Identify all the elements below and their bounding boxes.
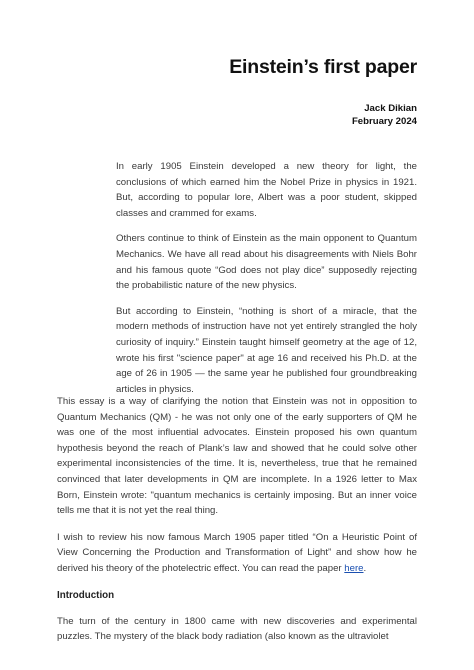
publish-date: February 2024 (351, 116, 417, 127)
review-paragraph-text: I wish to review his now famous March 1905 paper titled “On a Heuristic Point of View Concerning the Production and Transformation of Light” and show how he derived his theory of the photelectric effect. You can read the paper (57, 531, 417, 574)
intro-paragraph: But according to Einstein, “nothing is short of a miracle, that the modern methods of instruction have not yet entirely strangled the holy curiosity of inquiry.” Einstein taught himself geometry at the age of 12, wrote his first "science paper" at age 16 and received his Ph.D. at the age of 26 in 1905 — the same year he published four groundbreaking articles in physics. (116, 305, 417, 395)
intro-block (116, 159, 417, 407)
essay-paragraph: This essay is a way of clarifying the notion that Einstein was not in opposition to Quantum Mechanics (QM) - he was not only one of the early supporters of QM he was one of the most influential advocates. Einstein proposed his own quantum hypothesis beyond the reach of Plank’s law and showed that he could solve other experimental inconsistencies of the time. It is, nevertheless, true that he remained convinced that later developments in QM are incomplete. In a 1926 letter to Max Born, Einstein wrote: "quantum mechanics is certainly imposing. But an inner voice tells me that it is not yet the real thing. (57, 396, 417, 517)
review-paragraph-end: . (363, 562, 367, 574)
intro-paragraph: Others continue to think of Einstein as the main opponent to Quantum Mechanics. We have all read about his disagreements with Niels Bohr and his famous quote “God does not play dice” supposedly rejecting the probabilistic nature of the new physics. (116, 233, 417, 292)
author-name: Jack Dikian (364, 103, 417, 114)
section-heading: Introduction (57, 589, 115, 601)
document-meta (352, 102, 417, 128)
document-title: Einstein’s first paper (229, 56, 417, 78)
intro-paragraph: In early 1905 Einstein developed a new theory for light, the conclusions of which earned him the Nobel Prize in physics in 1921. But, according to popular lore, Albert was a poor student, skipped classes and crammed for exams. (116, 161, 417, 219)
introduction-paragraph: The turn of the century in 1800 came with new discoveries and experimental puzzles. The mystery of the black body radiation (also known as the ultraviolet (57, 615, 417, 643)
main-body (57, 394, 417, 656)
review-paragraph (57, 530, 417, 577)
paper-link[interactable]: here (344, 562, 364, 574)
